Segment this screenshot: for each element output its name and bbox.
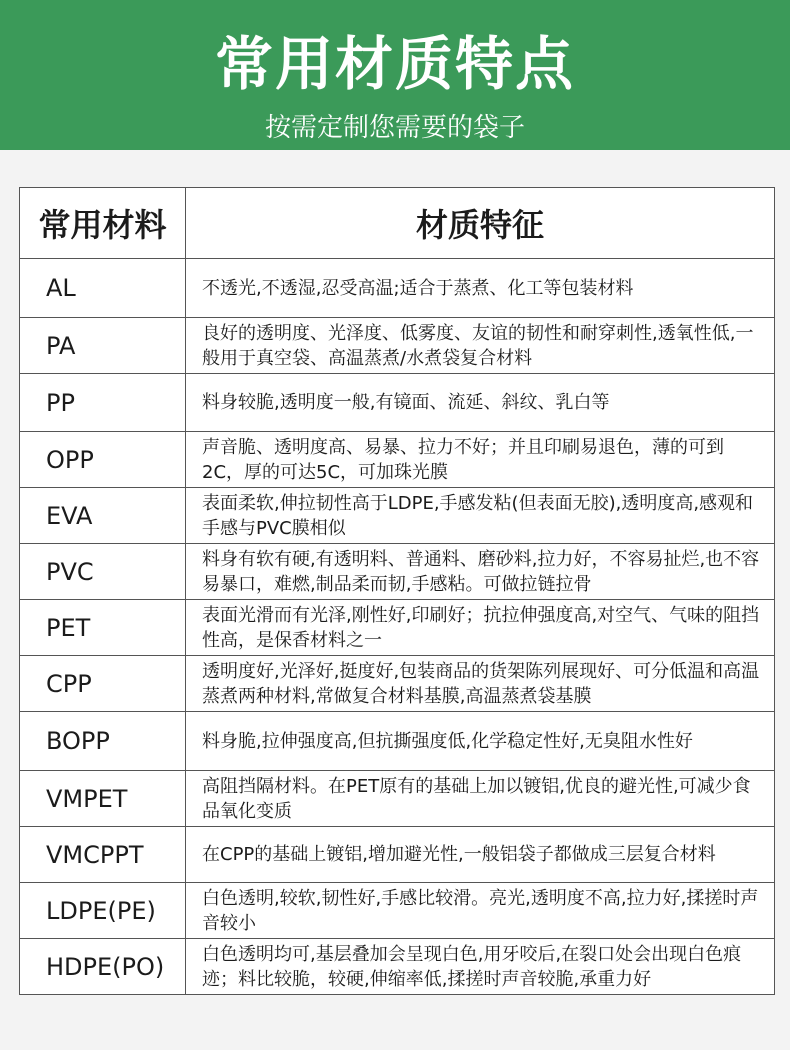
material-description: 高阻挡隔材料。在PET原有的基础上加以镀铝,优良的避光性,可减少食品氧化变质: [186, 771, 775, 827]
table-row: [20, 939, 775, 995]
material-name: VMPET: [20, 771, 186, 827]
material-description: 料身脆,拉伸强度高,但抗撕强度低,化学稳定性好,无臭阻水性好: [186, 712, 775, 771]
table-row: [20, 374, 775, 432]
table-row: [20, 827, 775, 883]
table-row: [20, 883, 775, 939]
table-row: [20, 771, 775, 827]
material-name: CPP: [20, 656, 186, 712]
material-name: PET: [20, 600, 186, 656]
material-name: LDPE(PE): [20, 883, 186, 939]
page-title: 常用材质特点: [214, 30, 575, 98]
table-row: [20, 600, 775, 656]
table-row: [20, 488, 775, 544]
material-description: 表面柔软,伸拉韧性高于LDPE,手感发粘(但表面无胶),透明度高,感观和手感与PVC膜相似: [186, 488, 775, 544]
column-header-material: 常用材料: [20, 188, 186, 259]
table-row: [20, 318, 775, 374]
table-row: [20, 432, 775, 488]
material-description: 料身有软有硬,有透明料、普通料、磨砂料,拉力好，不容易扯烂,也不容易暴口，难燃,制品柔而韧,手感粘。可做拉链拉骨: [186, 544, 775, 600]
material-name: BOPP: [20, 712, 186, 771]
material-name: OPP: [20, 432, 186, 488]
page-subtitle: 按需定制您需要的袋子: [264, 113, 525, 143]
material-name: HDPE(PO): [20, 939, 186, 995]
material-description: 表面光滑而有光泽,刚性好,印刷好；抗拉伸强度高,对空气、气味的阻挡性高，是保香材料之一: [186, 600, 775, 656]
materials-table: [19, 187, 775, 995]
material-name: EVA: [20, 488, 186, 544]
material-description: 白色透明,较软,韧性好,手感比较滑。亮光,透明度不高,拉力好,揉搓时声音较小: [186, 883, 775, 939]
table-row: [20, 259, 775, 318]
material-description: 声音脆、透明度高、易暴、拉力不好；并且印刷易退色，薄的可到2C，厚的可达5C，可加珠光膜: [186, 432, 775, 488]
material-description: 白色透明均可,基层叠加会呈现白色,用牙咬后,在裂口处会出现白色痕迹；料比较脆，较硬,伸缩率低,揉搓时声音较脆,承重力好: [186, 939, 775, 995]
table-row: [20, 544, 775, 600]
material-description: 在CPP的基础上镀铝,增加避光性,一般铝袋子都做成三层复合材料: [186, 827, 775, 883]
table-row: [20, 712, 775, 771]
table-header-row: [20, 188, 775, 259]
table-row: [20, 656, 775, 712]
table-card: [0, 150, 790, 1050]
material-name: PVC: [20, 544, 186, 600]
material-description: 不透光,不透湿,忍受高温;适合于蒸煮、化工等包装材料: [186, 259, 775, 318]
material-description: 料身较脆,透明度一般,有镜面、流延、斜纹、乳白等: [186, 374, 775, 432]
material-name: PA: [20, 318, 186, 374]
material-name: PP: [20, 374, 186, 432]
column-header-features: 材质特征: [186, 188, 775, 259]
material-description: 良好的透明度、光泽度、低雾度、友谊的韧性和耐穿刺性,透氧性低,一般用于真空袋、高温蒸煮/水煮袋复合材料: [186, 318, 775, 374]
material-name: AL: [20, 259, 186, 318]
material-name: VMCPPT: [20, 827, 186, 883]
material-description: 透明度好,光泽好,挺度好,包装商品的货架陈列展现好、可分低温和高温蒸煮两种材料,常做复合材料基膜,高温蒸煮袋基膜: [186, 656, 775, 712]
